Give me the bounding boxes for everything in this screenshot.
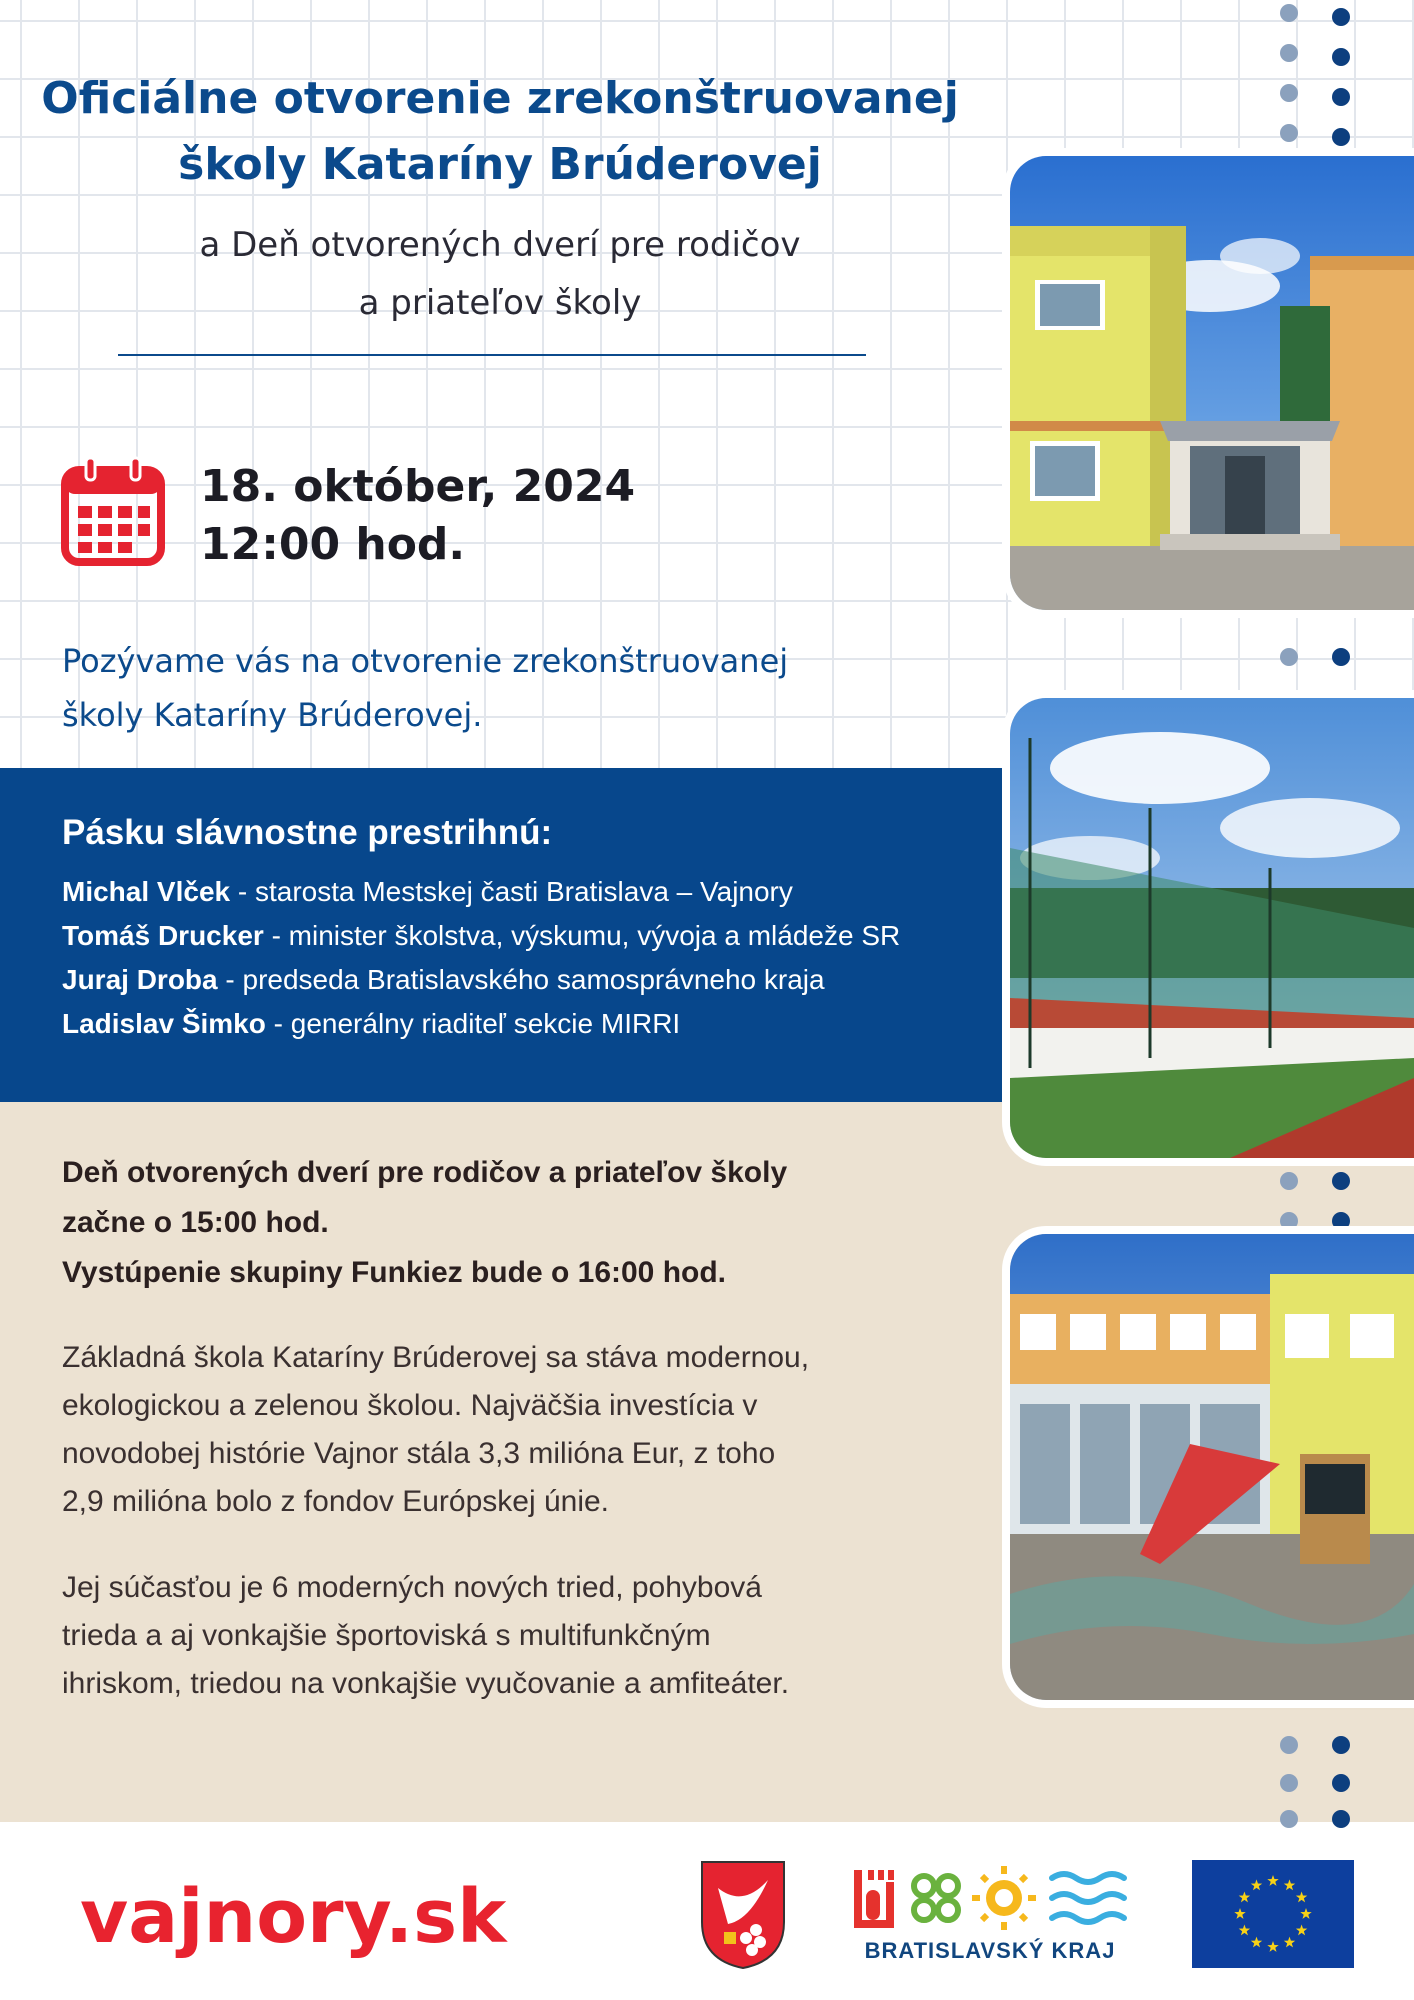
page-subtitle: a Deň otvorených dverí pre rodičov a priateľov školy (199, 225, 801, 323)
list-item: Tomáš Drucker - minister školstva, výskumu, vývoja a mládeže SR (62, 920, 901, 951)
list-item: Michal Vlček - starosta Mestskej časti Bratislava – Vajnory (62, 876, 793, 907)
event-time: 12:00 hod. (200, 519, 466, 570)
about-paragraph-1: Základná škola Kataríny Brúderovej sa stáva modernou, ekologickou a zelenou školou. Najväčšia investícia v novodobej histórie Vajnor stála 3,3 milióna Eur, z toho 2,9 milióna bolo z fondov Európskej únie. (62, 1341, 810, 1518)
ribbon-heading: Pásku slávnostne prestrihnú: (62, 813, 553, 852)
eu-flag-icon (1192, 1860, 1354, 1968)
list-item: Juraj Droba - predseda Bratislavského samosprávneho kraja (62, 964, 825, 995)
photo-school-building (1002, 148, 1414, 618)
calendar-icon (60, 456, 166, 568)
region-label: BRATISLAVSKÝ KRAJ (864, 1938, 1116, 1963)
photo-playground (1002, 1226, 1414, 1708)
title-divider (118, 354, 866, 356)
decor-dots-mid2 (1280, 1172, 1360, 1232)
open-day-info: Deň otvorených dverí pre rodičov a priateľov školy začne o 15:00 hod. Vystúpenie skupiny Funkiez bude o 16:00 hod. (62, 1156, 788, 1289)
page-title: Oficiálne otvorenie zrekonštruovanej školy Kataríny Brúderovej (41, 73, 959, 190)
vajnory-crest-icon (698, 1858, 788, 1970)
about-paragraph-2: Jej súčasťou je 6 moderných nových tried, pohybová trieda a aj vonkajšie športoviská s multifunkčným ihriskom, triedou na vonkajšie vyučovanie a amfiteáter. (62, 1571, 790, 1700)
event-datetime (200, 458, 635, 574)
photo-sports-field (1002, 690, 1414, 1166)
guest-list (62, 870, 900, 1046)
decor-dots-top (1280, 4, 1360, 144)
decor-dots-mid1 (1280, 648, 1360, 672)
event-date: 18. október, 2024 (200, 461, 636, 512)
website-link[interactable]: vajnory.sk (80, 1874, 507, 1960)
list-item: Ladislav Šimko - generálny riaditeľ sekcie MIRRI (62, 1008, 681, 1039)
invitation-text: Pozývame vás na otvorenie zrekonštruovanej školy Kataríny Brúderovej. (62, 642, 789, 734)
decor-dots-bottom (1280, 1736, 1360, 1826)
